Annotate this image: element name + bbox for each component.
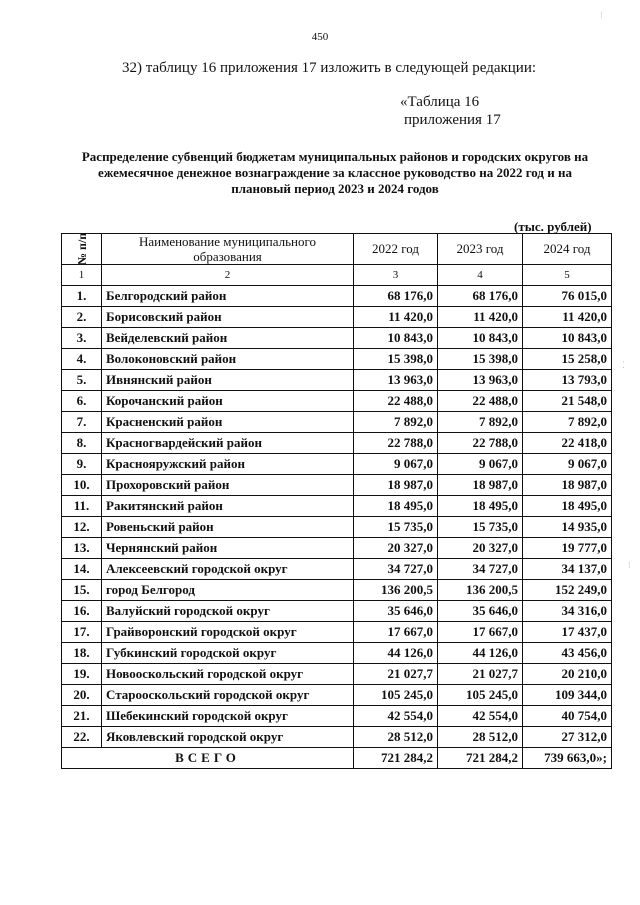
row-number: 17. — [62, 622, 102, 643]
row-value-2024: 11 420,0 — [523, 307, 612, 328]
row-value-2024: 10 843,0 — [523, 328, 612, 349]
row-value-2022: 34 727,0 — [354, 559, 438, 580]
row-value-2022: 21 027,7 — [354, 664, 438, 685]
row-value-2023: 22 788,0 — [438, 433, 523, 454]
row-value-2023: 44 126,0 — [438, 643, 523, 664]
row-value-2024: 18 495,0 — [523, 496, 612, 517]
row-value-2024: 18 987,0 — [523, 475, 612, 496]
row-value-2023: 22 488,0 — [438, 391, 523, 412]
table-row — [62, 622, 612, 643]
margin-mark: ⁝ — [600, 10, 603, 20]
row-name: Старооскольский городской округ — [102, 685, 354, 706]
table-row — [62, 349, 612, 370]
table-row — [62, 664, 612, 685]
table-row — [62, 391, 612, 412]
row-value-2023: 20 327,0 — [438, 538, 523, 559]
row-number: 20. — [62, 685, 102, 706]
row-value-2023: 42 554,0 — [438, 706, 523, 727]
col-index: 4 — [438, 265, 523, 286]
row-name: Ровеньский район — [102, 517, 354, 538]
units-label: (тыс. рублей) — [514, 219, 592, 234]
table-row — [62, 412, 612, 433]
table-caption-line1: «Таблица 16 — [400, 94, 480, 110]
col-index: 1 — [62, 265, 102, 286]
table-row — [62, 706, 612, 727]
row-value-2024: 43 456,0 — [523, 643, 612, 664]
row-value-2022: 7 892,0 — [354, 412, 438, 433]
row-value-2024: 15 258,0 — [523, 349, 612, 370]
row-value-2023: 11 420,0 — [438, 307, 523, 328]
row-value-2024: 17 437,0 — [523, 622, 612, 643]
table-body — [62, 286, 612, 748]
row-name: Грайворонский городской округ — [102, 622, 354, 643]
row-value-2023: 10 843,0 — [438, 328, 523, 349]
row-value-2022: 20 327,0 — [354, 538, 438, 559]
row-value-2023: 7 892,0 — [438, 412, 523, 433]
total-2023: 721 284,2 — [438, 748, 523, 769]
row-name: Борисовский район — [102, 307, 354, 328]
row-value-2023: 18 495,0 — [438, 496, 523, 517]
row-value-2022: 35 646,0 — [354, 601, 438, 622]
row-number: 21. — [62, 706, 102, 727]
row-value-2024: 40 754,0 — [523, 706, 612, 727]
row-name: Красненский район — [102, 412, 354, 433]
col-index: 5 — [523, 265, 612, 286]
table-row — [62, 559, 612, 580]
row-value-2022: 15 398,0 — [354, 349, 438, 370]
row-name: город Белгород — [102, 580, 354, 601]
table-row — [62, 475, 612, 496]
table-header-row — [62, 234, 612, 265]
row-name: Шебекинский городской округ — [102, 706, 354, 727]
row-value-2023: 105 245,0 — [438, 685, 523, 706]
header-2023: 2023 год — [438, 234, 523, 265]
row-value-2024: 34 316,0 — [523, 601, 612, 622]
row-value-2022: 15 735,0 — [354, 517, 438, 538]
row-value-2022: 18 495,0 — [354, 496, 438, 517]
row-value-2022: 68 176,0 — [354, 286, 438, 307]
column-index-row — [62, 265, 612, 286]
row-value-2024: 21 548,0 — [523, 391, 612, 412]
row-number: 9. — [62, 454, 102, 475]
intro-paragraph: 32) таблицу 16 приложения 17 изложить в следующей редакции: — [122, 60, 537, 76]
row-number: 1. — [62, 286, 102, 307]
table-caption — [400, 93, 501, 129]
table-row — [62, 601, 612, 622]
margin-mark: ⁝ — [628, 560, 631, 570]
row-name: Волоконовский район — [102, 349, 354, 370]
row-name: Красногвардейский район — [102, 433, 354, 454]
row-value-2024: 19 777,0 — [523, 538, 612, 559]
row-value-2023: 15 398,0 — [438, 349, 523, 370]
row-number: 18. — [62, 643, 102, 664]
margin-mark: ⁚ — [622, 360, 625, 370]
row-value-2023: 13 963,0 — [438, 370, 523, 391]
row-value-2024: 76 015,0 — [523, 286, 612, 307]
row-number: 5. — [62, 370, 102, 391]
row-value-2022: 10 843,0 — [354, 328, 438, 349]
row-name: Алексеевский городской округ — [102, 559, 354, 580]
row-name: Краснояружский район — [102, 454, 354, 475]
row-number: 16. — [62, 601, 102, 622]
row-number: 11. — [62, 496, 102, 517]
row-name: Чернянский район — [102, 538, 354, 559]
row-value-2023: 28 512,0 — [438, 727, 523, 748]
row-value-2022: 9 067,0 — [354, 454, 438, 475]
row-value-2024: 152 249,0 — [523, 580, 612, 601]
page-number: 450 — [311, 31, 329, 43]
row-name: Белгородский район — [102, 286, 354, 307]
row-value-2024: 34 137,0 — [523, 559, 612, 580]
total-2024: 739 663,0»; — [523, 748, 612, 769]
table-caption-line2: приложения 17 — [404, 112, 501, 128]
row-value-2023: 34 727,0 — [438, 559, 523, 580]
table-row — [62, 580, 612, 601]
row-number: 19. — [62, 664, 102, 685]
row-value-2022: 17 667,0 — [354, 622, 438, 643]
row-number: 8. — [62, 433, 102, 454]
table-row — [62, 496, 612, 517]
row-number: 3. — [62, 328, 102, 349]
table-row — [62, 685, 612, 706]
row-name: Валуйский городской округ — [102, 601, 354, 622]
subsidy-table — [61, 233, 612, 769]
table-row — [62, 538, 612, 559]
row-value-2022: 105 245,0 — [354, 685, 438, 706]
row-value-2023: 17 667,0 — [438, 622, 523, 643]
row-name: Губкинский городской округ — [102, 643, 354, 664]
row-value-2024: 14 935,0 — [523, 517, 612, 538]
row-name: Яковлевский городской округ — [102, 727, 354, 748]
row-value-2022: 42 554,0 — [354, 706, 438, 727]
row-number: 22. — [62, 727, 102, 748]
table-row — [62, 454, 612, 475]
header-num: № п/п — [62, 234, 102, 265]
row-name: Ивнянский район — [102, 370, 354, 391]
row-value-2022: 22 788,0 — [354, 433, 438, 454]
row-number: 2. — [62, 307, 102, 328]
table-row — [62, 307, 612, 328]
col-index: 2 — [102, 265, 354, 286]
row-number: 13. — [62, 538, 102, 559]
header-2022: 2022 год — [354, 234, 438, 265]
row-value-2024: 9 067,0 — [523, 454, 612, 475]
header-name: Наименование муниципального образования — [102, 234, 354, 265]
total-label: ВСЕГО — [62, 748, 354, 769]
table-row — [62, 328, 612, 349]
row-number: 10. — [62, 475, 102, 496]
row-number: 15. — [62, 580, 102, 601]
header-2024: 2024 год — [523, 234, 612, 265]
row-value-2022: 13 963,0 — [354, 370, 438, 391]
row-name: Вейделевский район — [102, 328, 354, 349]
row-value-2024: 13 793,0 — [523, 370, 612, 391]
row-value-2023: 15 735,0 — [438, 517, 523, 538]
row-value-2023: 9 067,0 — [438, 454, 523, 475]
row-number: 6. — [62, 391, 102, 412]
row-name: Прохоровский район — [102, 475, 354, 496]
total-2022: 721 284,2 — [354, 748, 438, 769]
row-value-2023: 68 176,0 — [438, 286, 523, 307]
row-name: Новооскольский городской округ — [102, 664, 354, 685]
row-value-2022: 11 420,0 — [354, 307, 438, 328]
row-number: 14. — [62, 559, 102, 580]
row-value-2023: 35 646,0 — [438, 601, 523, 622]
row-value-2024: 20 210,0 — [523, 664, 612, 685]
row-value-2024: 109 344,0 — [523, 685, 612, 706]
row-value-2024: 7 892,0 — [523, 412, 612, 433]
row-number: 12. — [62, 517, 102, 538]
row-value-2024: 22 418,0 — [523, 433, 612, 454]
table-row — [62, 643, 612, 664]
table-row — [62, 433, 612, 454]
row-value-2023: 18 987,0 — [438, 475, 523, 496]
row-value-2022: 44 126,0 — [354, 643, 438, 664]
row-number: 7. — [62, 412, 102, 433]
table-row — [62, 370, 612, 391]
col-index: 3 — [354, 265, 438, 286]
row-value-2023: 21 027,7 — [438, 664, 523, 685]
row-value-2022: 136 200,5 — [354, 580, 438, 601]
row-value-2023: 136 200,5 — [438, 580, 523, 601]
document-title: Распределение субвенций бюджетам муниципальных районов и городских округов на ежемесячное денежное вознаграждение за классное руководство на 2022 год и на плановый период 2023 и 2024 годов — [81, 149, 589, 196]
row-name: Ракитянский район — [102, 496, 354, 517]
row-number: 4. — [62, 349, 102, 370]
total-row — [62, 748, 612, 769]
row-name: Корочанский район — [102, 391, 354, 412]
table-row — [62, 727, 612, 748]
table-row — [62, 286, 612, 307]
row-value-2022: 18 987,0 — [354, 475, 438, 496]
row-value-2022: 28 512,0 — [354, 727, 438, 748]
row-value-2022: 22 488,0 — [354, 391, 438, 412]
row-value-2024: 27 312,0 — [523, 727, 612, 748]
table-row — [62, 517, 612, 538]
